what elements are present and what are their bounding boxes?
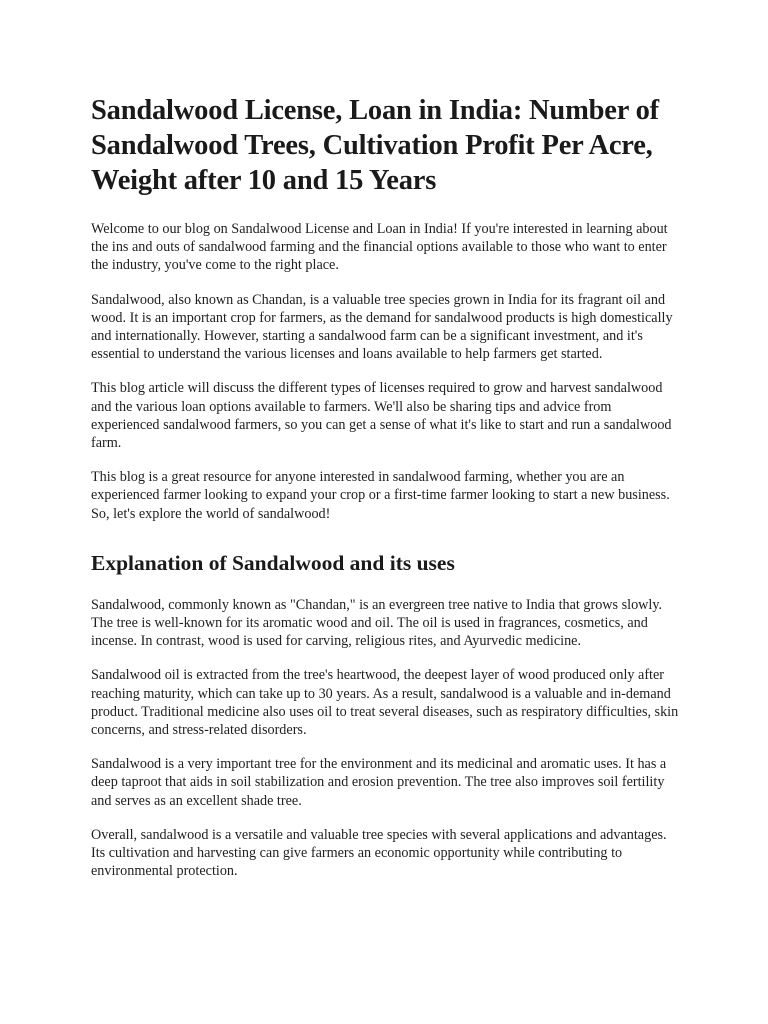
section-paragraph-3: Sandalwood is a very important tree for the environment and its medicinal and aromatic uses. It has a deep taproot that aids in soil stabilization and erosion prevention. The tree also improves soil fertility and serves as an excellent shade tree. [91,756,667,809]
intro-paragraph-1: Welcome to our blog on Sandalwood License and Loan in India! If you're interested in learning about the ins and outs of sandalwood farming and the financial options available to those who want to enter the industry, you've come to the right place. [91,221,668,274]
document-page [91,93,681,896]
section-paragraph-2: Sandalwood oil is extracted from the tree's heartwood, the deepest layer of wood produced only after reaching maturity, which can take up to 30 years. As a result, sandalwood is a valuable and in-demand product. Traditional medicine also uses oil to treat several diseases, such as respiratory difficulties, skin concerns, and stress-related disorders. [91,667,679,739]
intro-paragraph-3: This blog article will discuss the different types of licenses required to grow and harvest sandalwood and the various loan options available to farmers. We'll also be sharing tips and advice from experienced sandalwood farmers, so you can get a sense of what it's like to start and run a sandalwood farm. [91,380,672,452]
article-title: Sandalwood License, Loan in India: Number of Sandalwood Trees, Cultivation Profit Per Acre, Weight after 10 and 15 Years [91,95,659,196]
section-paragraph-4: Overall, sandalwood is a versatile and valuable tree species with several applications and advantages. Its cultivation and harvesting can give farmers an economic opportunity while contributing to environmental protection. [91,826,667,880]
section-paragraph-1: Sandalwood, commonly known as "Chandan," is an evergreen tree native to India that grows slowly. The tree is well-known for its aromatic wood and oil. The oil is used in fragrances, cosmetics, and incense. In contrast, wood is used for carving, religious rites, and Ayurvedic medicine. [91,596,663,650]
section-heading: Explanation of Sandalwood and its uses [91,550,455,575]
intro-paragraph-2: Sandalwood, also known as Chandan, is a valuable tree species grown in India for its fragrant oil and wood. It is an important crop for farmers, as the demand for sandalwood products is high domestically and internationally. However, starting a sandalwood farm can be a significant investment, and it's essential to understand the various licenses and loans available to help farmers get started. [91,291,673,363]
intro-paragraph-4: This blog is a great resource for anyone interested in sandalwood farming, whether you are an experienced farmer looking to expand your crop or a first-time farmer looking to start a new business. So, let's explore the world of sandalwood! [91,469,670,522]
